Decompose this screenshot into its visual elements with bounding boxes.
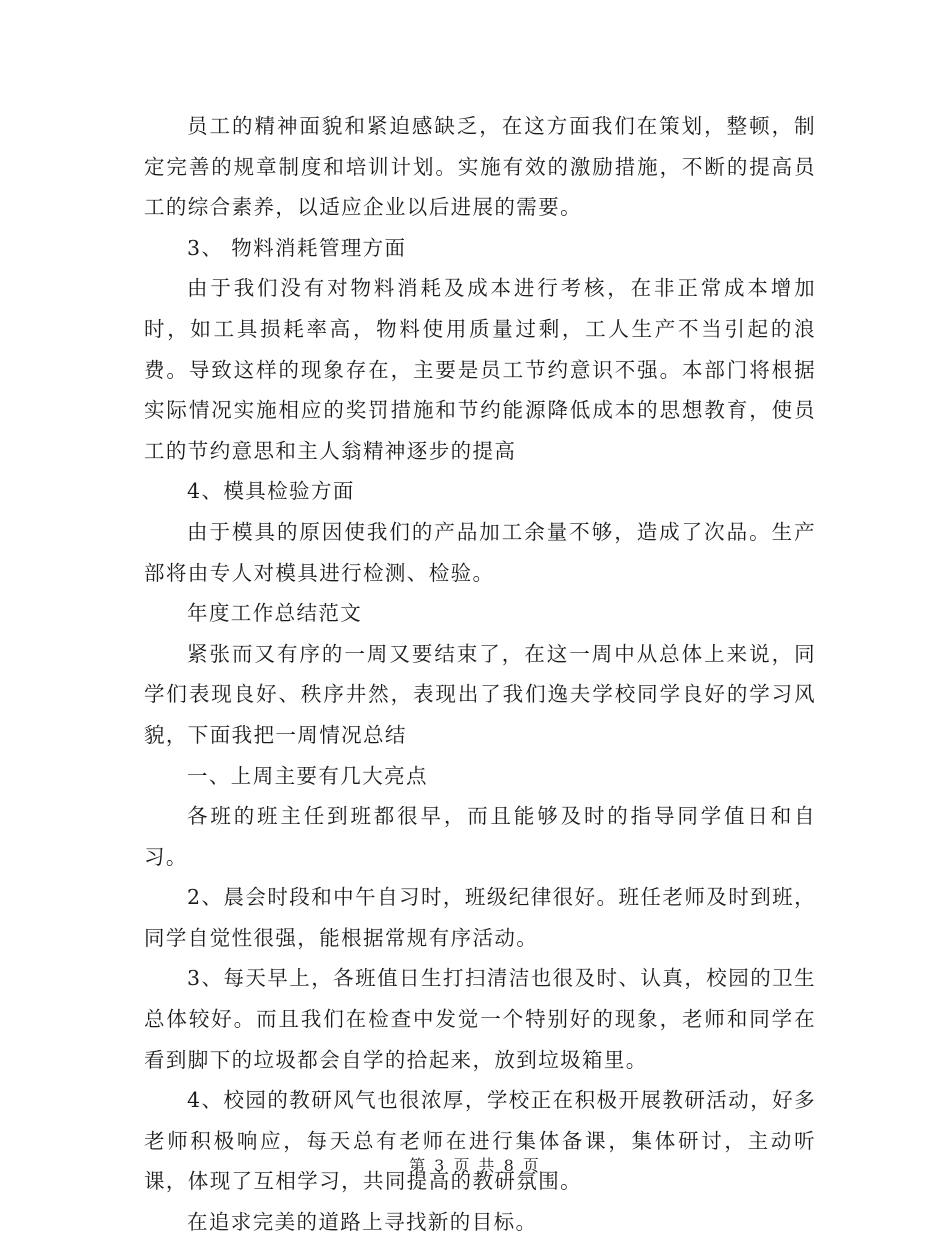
section-heading-highlights: 一、上周主要有几大亮点	[187, 763, 428, 788]
section-heading-3: 3、 物料消耗管理方面	[187, 235, 407, 260]
section-heading-summary: 年度工作总结范文	[187, 601, 363, 626]
document-body	[144, 106, 816, 1243]
paragraph-1: 员工的精神面貌和紧迫感缺乏，在这方面我们在策划，整顿，制定完善的规章制度和培训计划。实施有效的激励措施，不断的提高员工的综合素养，以适应企业以后进展的需要。	[144, 114, 816, 220]
paragraph-8: 4、校园的教研风气也很浓厚，学校正在积极开展教研活动，好多老师积极响应，每天总有老师在进行集体备课，集体研讨，主动听课，体现了互相学习，共同提高的教研氛围。	[144, 1088, 816, 1194]
paragraph-2: 由于我们没有对物料消耗及成本进行考核，在非正常成本增加时，如工具损耗率高，物料使用质量过剩，工人生产不当引起的浪费。导致这样的现象存在，主要是员工节约意识不强。本部门将根据实际情况实施相应的奖罚措施和节约能源降低成本的思想教育，使员工的节约意思和主人翁精神逐步的提高	[144, 276, 816, 463]
page-number-footer: 第 3 页 共 8 页	[409, 1156, 541, 1175]
paragraph-6: 2、晨会时段和中午自习时，班级纪律很好。班任老师及时到班，同学自觉性很强，能根据常规有序活动。	[144, 885, 816, 950]
paragraph-5: 各班的班主任到班都很早，而且能够及时的指导同学值日和自习。	[144, 804, 816, 869]
section-heading-4: 4、模具检验方面	[187, 479, 355, 504]
closing-line: 在追求完美的道路上寻找新的目标。	[187, 1210, 538, 1235]
paragraph-7: 3、每天早上，各班值日生打扫清洁也很及时、认真，校园的卫生总体较好。而且我们在检查中发觉一个特别好的现象，老师和同学在看到脚下的垃圾都会自学的拾起来，放到垃圾箱里。	[144, 966, 816, 1072]
paragraph-3: 由于模具的原因使我们的产品加工余量不够，造成了次品。生产部将由专人对模具进行检测、检验。	[144, 519, 816, 585]
paragraph-4: 紧张而又有序的一周又要结束了，在这一周中从总体上来说，同学们表现良好、秩序井然，表现出了我们逸夫学校同学良好的学习风貌，下面我把一周情况总结	[144, 641, 816, 747]
